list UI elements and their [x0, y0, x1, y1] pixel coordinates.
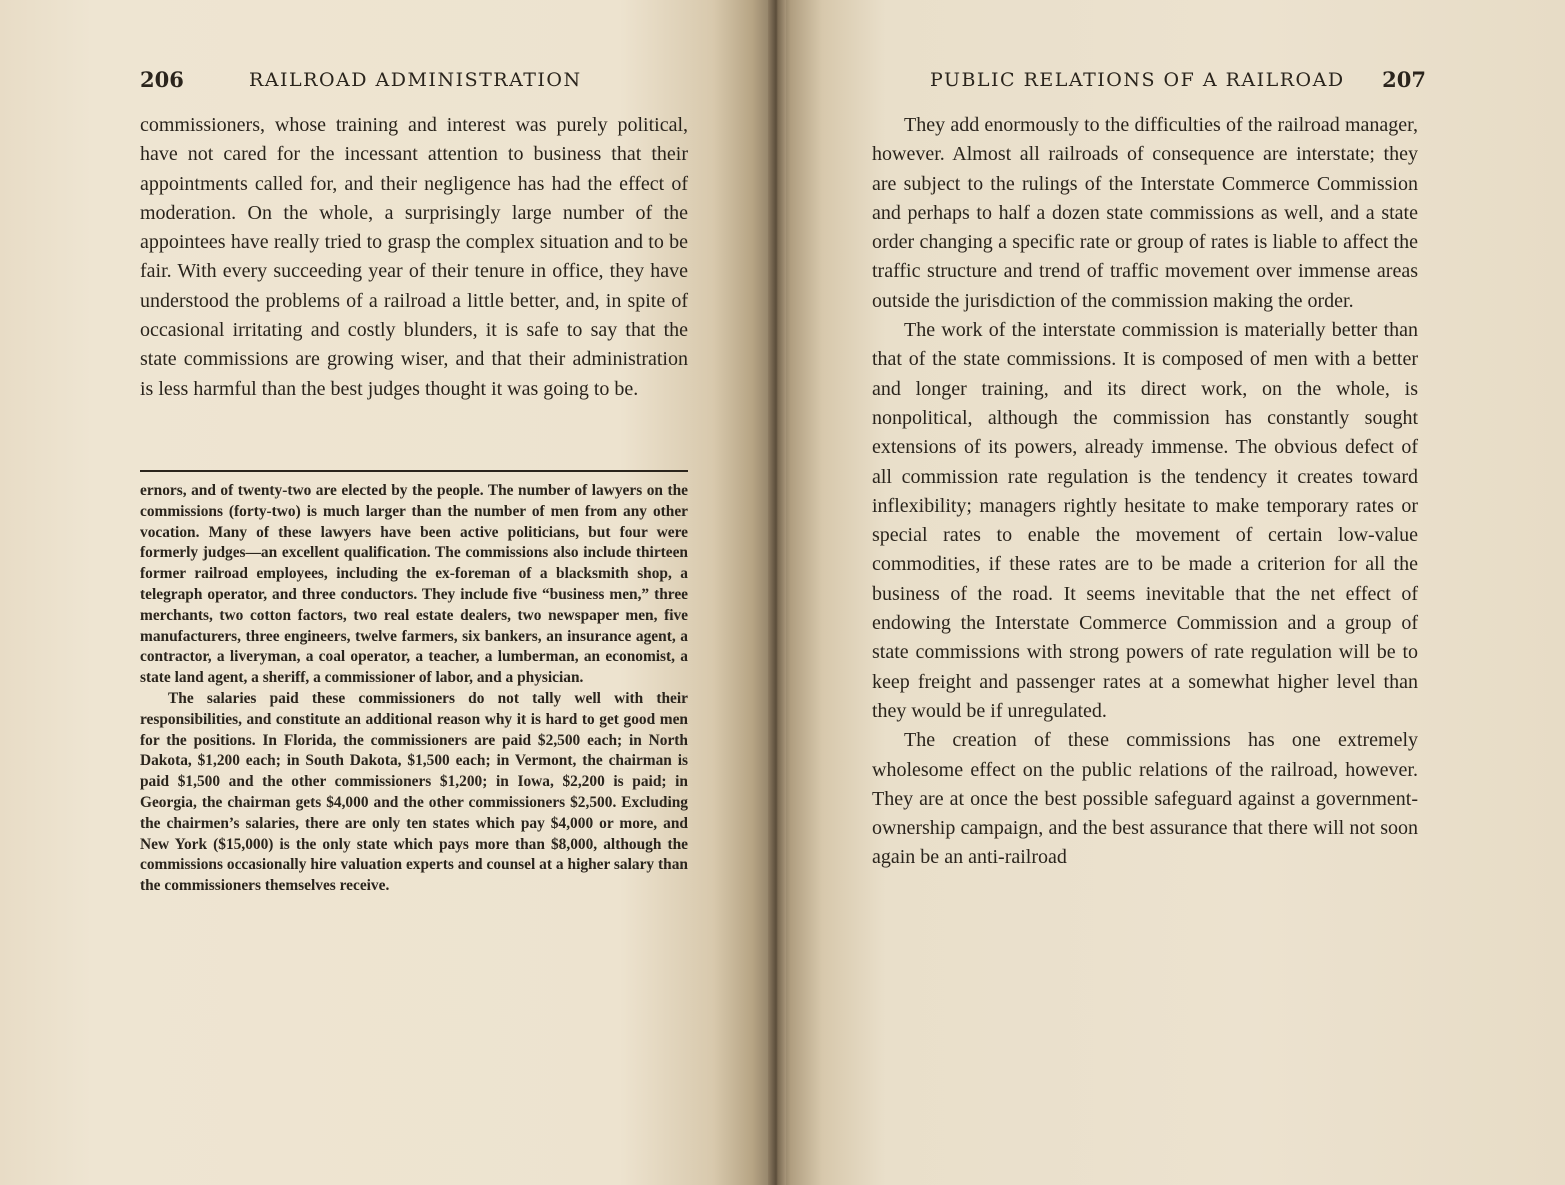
- footnote-paragraph: ernors, and of twenty-two are elected by the people. The number of lawyers on the commissions (forty-two) is much larger than the number of men from any other vocation. Many of these lawyers have been active politicians, but four were formerly judges—an excellent qualification. The commissions also include thirteen former railroad employees, including the ex-foreman of a blacksmith shop, a telegraph operator, and three conductors. They include five “business men,” three merchants, two cotton factors, two real estate dealers, two newspaper men, five manufacturers, three engineers, twelve farmers, six bankers, an insurance agent, a contractor, a liveryman, a coal operator, a teacher, a lumberman, an economist, a state land agent, a sheriff, a commissioner of labor, and a physician.: [140, 482, 688, 687]
- book-gutter: [768, 0, 786, 1185]
- right-running-title: PUBLIC RELATIONS OF A RAILROAD: [930, 69, 1345, 91]
- left-running-head: [140, 64, 690, 96]
- body-paragraph: They add enormously to the difficulties of the railroad manager, however. Almost all railroads of consequence are interstate; they are subject to the rulings of the Interstate Commerce Commission and perhaps to half a dozen state commissions as well, and a state order changing a specific rate or group of rates is liable to affect the traffic structure and trend of traffic movement over immense areas outside the jurisdiction of the commission making the order.: [872, 114, 1418, 312]
- footnote-paragraph: The salaries paid these commissioners do not tally well with their responsibilities, and constitute an additional reason why it is hard to get good men for the positions. In Florida, the commissioners are paid $2,500 each; in North Dakota, $1,200 each; in South Dakota, $1,500 each; in Vermont, the chairman is paid $1,500 and the other commissioners $1,200; in Iowa, $2,200 is paid; in Georgia, the chairman gets $4,000 and the other commissioners $2,500. Excluding the chairmen’s salaries, there are only ten states which pay $4,000 or more, and New York ($15,000) is the only state which pays more than $8,000, although the commissions occasionally hire valuation experts and counsel at a higher salary than the commissioners themselves receive.: [140, 689, 688, 895]
- footnote: [140, 481, 688, 897]
- right-page-number: 207: [1382, 67, 1426, 92]
- left-running-title: RAILROAD ADMINISTRATION: [249, 69, 582, 91]
- body-paragraph: commissioners, whose training and interest was purely political, have not cared for the incessant attention to business that their appointments called for, and their negligence has had the effect of moderation. On the whole, a surprisingly large number of the appointees have really tried to grasp the complex situation and to be fair. With every succeeding year of their tenure in office, they have understood the problems of a railroad a little better, and, in spite of occasional irritating and costly blunders, it is safe to say that the state commissions are growing wiser, and that their administration is less harmful than the best judges thought it was going to be.: [140, 114, 688, 400]
- left-body-text: [140, 111, 688, 404]
- right-running-head: [930, 64, 1426, 96]
- body-paragraph: The work of the interstate commission is materially better than that of the state commissions. It is composed of men with a better and longer training, and its direct work, on the whole, is nonpolitical, although the commission has constantly sought extensions of its powers, already immense. The obvious defect of all commission rate regulation is the tendency it creates toward inflexibility; managers rightly hesitate to make temporary rates or special rates to enable the movement of certain low-value commodities, if these rates are to be made a criterion for all the business of the road. It seems inevitable that the net effect of endowing the Interstate Commerce Commission and a group of state commissions with strong powers of rate regulation will be to keep freight and passenger rates at a somewhat higher level than they would be if unregulated.: [872, 319, 1418, 722]
- left-page-number: 206: [140, 67, 184, 92]
- body-paragraph: The creation of these commissions has one extremely wholesome effect on the public relations of the railroad, however. They are at once the best possible safeguard against a government-ownership campaign, and the best assurance that there will not soon again be an anti-railroad: [872, 729, 1418, 869]
- footnote-rule: [140, 470, 688, 472]
- right-body-text: [872, 111, 1418, 873]
